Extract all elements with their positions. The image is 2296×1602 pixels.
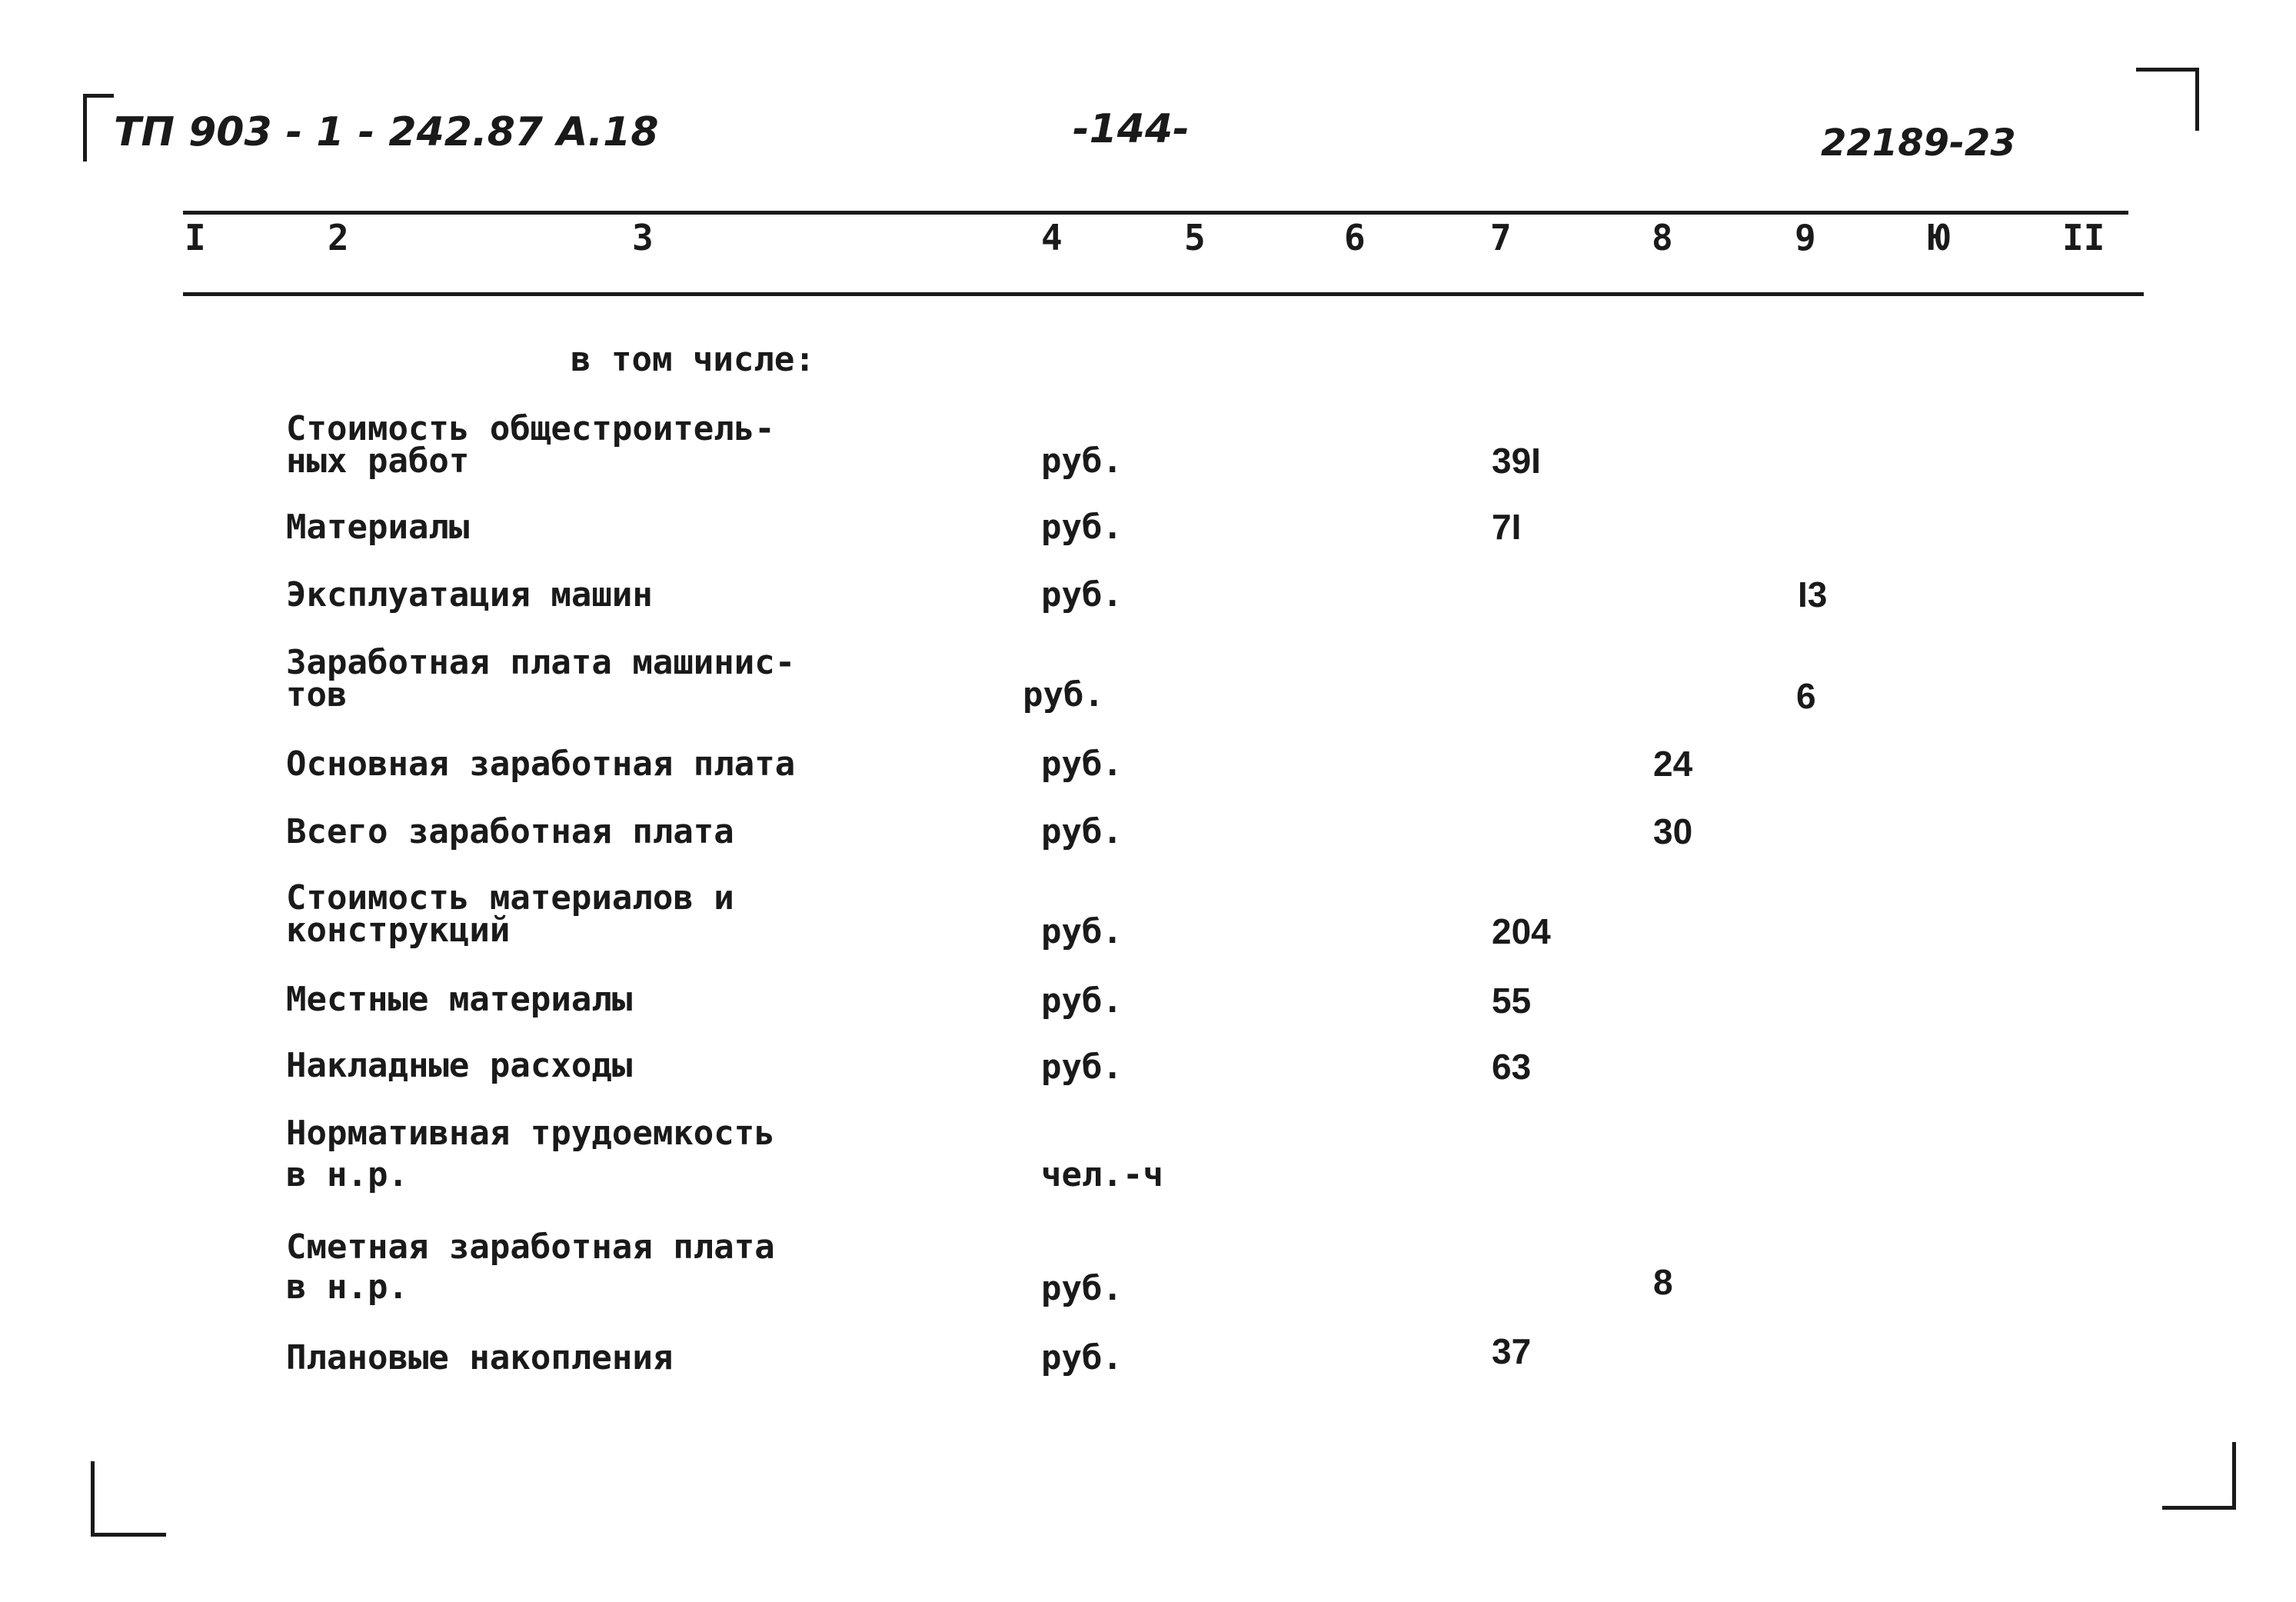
row-unit: руб. [1041,575,1123,614]
column-number: 9 [1795,217,1816,258]
row-value-col7: 7I [1492,507,1522,547]
corner-mark-bottom-right-horizontal [2162,1506,2236,1510]
row-value-col9: I3 [1798,575,1828,614]
row-unit: руб. [1041,812,1123,851]
row-unit: чел.-ч [1041,1155,1163,1194]
row-unit: руб. [1041,912,1123,951]
column-number: 5 [1184,217,1206,258]
corner-mark-top-right-vertical [2195,68,2199,131]
row-unit: руб. [1023,675,1104,714]
archive-number: 22189-23 [1821,122,2016,165]
row-unit: руб. [1041,508,1123,547]
column-number: 8 [1652,217,1673,258]
row-value-col7: 39I [1492,441,1541,481]
row-name: Заработная плата машинис- [286,643,796,682]
table-top-rule [183,211,2128,215]
table-header-bottom-rule [183,292,2144,296]
row-unit: руб. [1041,981,1123,1021]
row-unit: руб. [1041,1269,1123,1308]
row-name: Местные материалы [286,980,633,1019]
column-number: II [2062,217,2105,258]
column-number: 2 [328,217,349,258]
column-number: 7 [1490,217,1512,258]
column-number: 4 [1041,217,1063,258]
row-value-col7: 63 [1492,1047,1532,1087]
section-label: в том числе: [571,340,815,379]
page-number: -144- [1073,106,1190,152]
row-value-col7: 37 [1492,1331,1532,1371]
row-value-col9: 6 [1796,676,1816,716]
row-name: Эксплуатация машин [286,575,653,614]
row-name: ных работ [286,441,470,481]
row-value-col7: 55 [1492,981,1532,1021]
row-name: Стоимость материалов и [286,878,734,918]
row-unit: руб. [1041,441,1123,481]
corner-mark-top-right-horizontal [2136,68,2199,72]
column-number: I [185,217,206,258]
row-value-col8: 30 [1653,811,1693,851]
row-name: Сметная заработная плата [286,1227,775,1267]
column-number: 6 [1344,217,1366,258]
row-name: в н.р. [286,1267,408,1307]
row-name: Плановые накопления [286,1338,674,1377]
row-unit: руб. [1041,1047,1123,1087]
corner-mark-bottom-left-vertical [91,1461,95,1537]
row-name: Материалы [286,508,470,547]
row-value-col7: 204 [1492,911,1551,951]
row-value-col8: 8 [1653,1262,1673,1302]
corner-mark-bottom-right-vertical [2232,1442,2236,1510]
row-value-col8: 24 [1653,744,1693,784]
row-name: тов [286,675,348,714]
column-number: Ю [1928,217,1950,258]
corner-mark-top-left-horizontal [83,94,114,98]
document-code: ТП 903 - 1 - 242.87 А.18 [114,109,659,155]
row-name: конструкций [286,911,511,950]
row-name: Стоимость общестроитель- [286,409,775,448]
corner-mark-top-left-vertical [83,94,87,162]
corner-mark-bottom-left-horizontal [91,1533,166,1537]
row-name: Всего заработная плата [286,812,734,851]
row-unit: руб. [1041,1338,1123,1377]
row-unit: руб. [1041,744,1123,784]
row-name: Основная заработная плата [286,744,796,784]
row-name: в н.р. [286,1155,408,1194]
row-name: Нормативная трудоемкость [286,1114,775,1153]
row-name: Накладные расходы [286,1046,633,1085]
column-number: 3 [632,217,654,258]
